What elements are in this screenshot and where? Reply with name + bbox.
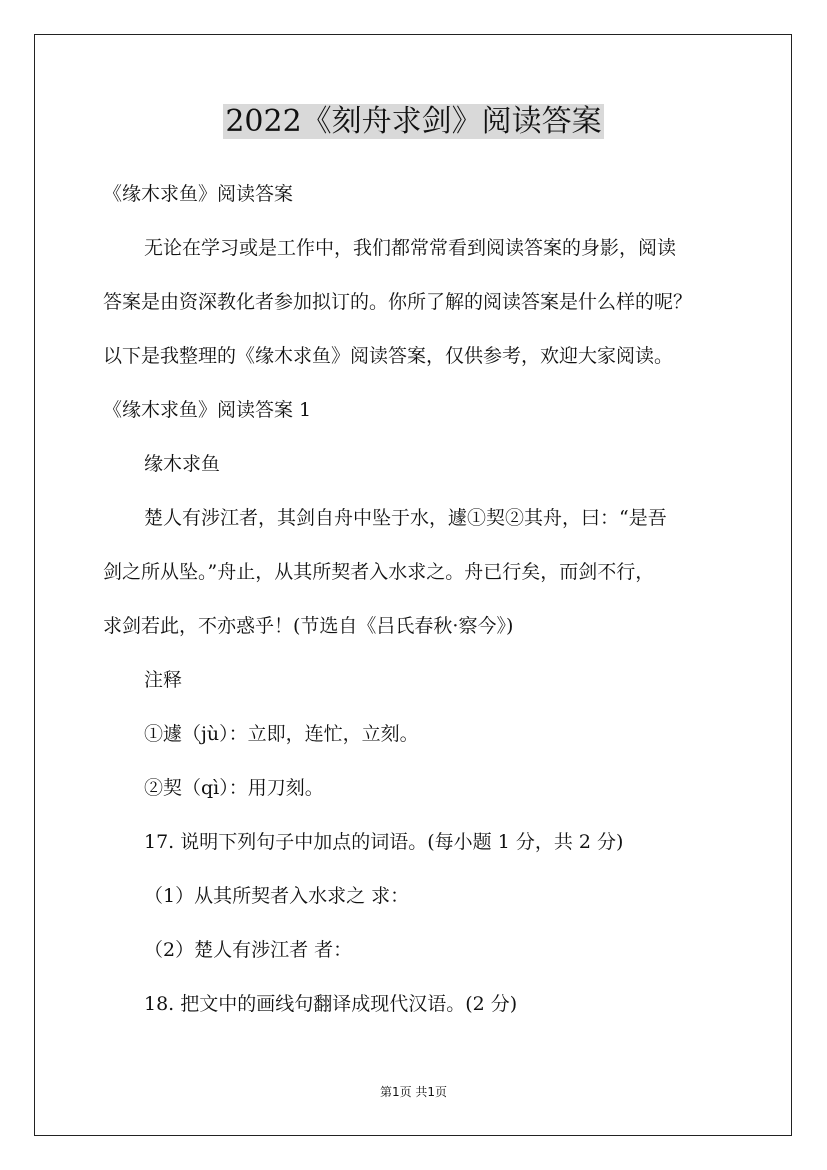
note-2: ②契（qì）：用刀刻。	[144, 777, 324, 799]
note-1: ①遽（jù）：立即，连忙，立刻。	[144, 723, 419, 745]
story-title: 缘木求鱼	[144, 453, 221, 475]
story-text-line-1: 楚人有涉江者，其剑自舟中坠于水，遽①契②其舟，曰：“是吾	[144, 507, 667, 529]
page-footer: 第1页 共1页	[379, 1085, 448, 1099]
subsection-heading: 《缘木求鱼》阅读答案 1	[103, 399, 312, 421]
document-title: 2022《刻舟求剑》阅读答案	[225, 104, 602, 139]
intro-paragraph-line-3: 以下是我整理的《缘木求鱼》阅读答案，仅供参考，欢迎大家阅读。	[103, 345, 674, 367]
story-text-line-3: 求剑若此，不亦惑乎！(节选自《吕氏春秋·察今》)	[103, 615, 514, 637]
section-heading: 《缘木求鱼》阅读答案	[103, 183, 294, 205]
notes-heading: 注释	[144, 669, 183, 691]
intro-paragraph-line-1: 无论在学习或是工作中，我们都常常看到阅读答案的身影，阅读	[144, 237, 677, 259]
question-17-item-1: （1）从其所契者入水求之 求：	[144, 885, 410, 907]
question-18: 18. 把文中的画线句翻译成现代汉语。(2 分)	[144, 993, 518, 1015]
question-17: 17. 说明下列句子中加点的词语。(每小题 1 分，共 2 分)	[144, 831, 624, 853]
intro-paragraph-line-2: 答案是由资深教化者参加拟订的。你所了解的阅读答案是什么样的呢？	[103, 291, 693, 313]
question-17-item-2: （2）楚人有涉江者 者：	[144, 939, 353, 961]
story-text-line-2: 剑之所从坠。”舟止，从其所契者入水求之。舟已行矣，而剑不行，	[103, 561, 655, 583]
